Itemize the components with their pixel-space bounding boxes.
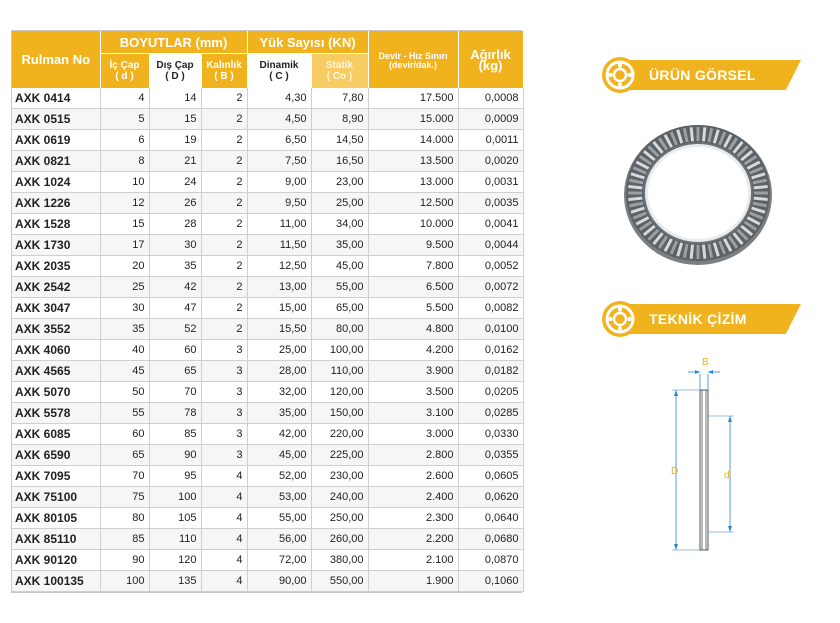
header-ic-cap xyxy=(100,54,149,89)
table-cell: 60 xyxy=(100,424,149,445)
header-devir-line2: (devir/dak.) xyxy=(388,59,437,70)
table-cell: 4.800 xyxy=(368,319,458,340)
table-cell: 2 xyxy=(201,88,247,109)
table-cell: 110,00 xyxy=(311,361,368,382)
cell-bearing-no: AXK 90120 xyxy=(12,550,100,571)
table-cell: 16,50 xyxy=(311,151,368,172)
table-cell: 85 xyxy=(149,424,201,445)
table-cell: 90,00 xyxy=(247,571,311,592)
table-cell: 2 xyxy=(201,109,247,130)
needle-roller xyxy=(754,187,768,188)
header-ic-cap-symbol: ( d ) xyxy=(115,71,134,82)
table-cell: 30 xyxy=(149,235,201,256)
table-cell: 2.400 xyxy=(368,487,458,508)
table-cell: 35,00 xyxy=(311,235,368,256)
table-row xyxy=(12,277,523,298)
table-cell: 3 xyxy=(201,382,247,403)
header-statik-symbol: ( Co ) xyxy=(326,71,353,82)
table-cell: 10 xyxy=(100,172,149,193)
table-cell: 6 xyxy=(100,130,149,151)
table-cell: 13.000 xyxy=(368,172,458,193)
cell-bearing-no: AXK 0821 xyxy=(12,151,100,172)
cell-bearing-no: AXK 3552 xyxy=(12,319,100,340)
header-agirlik-line2: (kg) xyxy=(478,57,503,73)
product-photo-thrust-bearing xyxy=(622,117,774,269)
table-cell: 4.200 xyxy=(368,340,458,361)
table-cell: 14.000 xyxy=(368,130,458,151)
cell-bearing-no: AXK 6085 xyxy=(12,424,100,445)
table-cell: 35 xyxy=(100,319,149,340)
spec-table xyxy=(12,31,524,592)
bearing-icon xyxy=(601,300,639,338)
table-cell: 42 xyxy=(149,277,201,298)
table-cell: 42,00 xyxy=(247,424,311,445)
section-title-technical-drawing: TEKNİK ÇİZİM xyxy=(649,311,747,327)
table-cell: 56,00 xyxy=(247,529,311,550)
header-dis-cap-symbol: ( D ) xyxy=(165,71,185,82)
table-cell: 0,0620 xyxy=(458,487,523,508)
cell-bearing-no: AXK 2035 xyxy=(12,256,100,277)
header-ic-cap-label: İç Çap xyxy=(109,60,140,71)
table-cell: 90 xyxy=(149,445,201,466)
table-cell: 120 xyxy=(149,550,201,571)
table-row xyxy=(12,529,523,550)
table-cell: 2.100 xyxy=(368,550,458,571)
table-row xyxy=(12,487,523,508)
cell-bearing-no: AXK 0619 xyxy=(12,130,100,151)
table-cell: 4 xyxy=(201,529,247,550)
table-cell: 8 xyxy=(100,151,149,172)
table-cell: 250,00 xyxy=(311,508,368,529)
table-cell: 53,00 xyxy=(247,487,311,508)
table-cell: 0,0640 xyxy=(458,508,523,529)
header-dinamik-symbol: ( C ) xyxy=(269,71,289,82)
cell-bearing-no: AXK 85110 xyxy=(12,529,100,550)
table-cell: 80,00 xyxy=(311,319,368,340)
cell-bearing-no: AXK 2542 xyxy=(12,277,100,298)
table-cell: 225,00 xyxy=(311,445,368,466)
needle-roller xyxy=(628,187,642,188)
table-row xyxy=(12,445,523,466)
cell-bearing-no: AXK 7095 xyxy=(12,466,100,487)
table-cell: 50 xyxy=(100,382,149,403)
table-cell: 55 xyxy=(100,403,149,424)
drawing-label-D: D xyxy=(671,466,679,477)
table-cell: 17.500 xyxy=(368,88,458,109)
header-kalinlik xyxy=(201,54,247,89)
cell-bearing-no: AXK 1528 xyxy=(12,214,100,235)
table-row xyxy=(12,361,523,382)
section-header-technical-drawing xyxy=(601,304,801,334)
technical-drawing xyxy=(662,352,752,574)
table-cell: 0,0680 xyxy=(458,529,523,550)
cell-bearing-no: AXK 6590 xyxy=(12,445,100,466)
table-cell: 17 xyxy=(100,235,149,256)
drawing-washer xyxy=(700,390,708,550)
table-cell: 1.900 xyxy=(368,571,458,592)
table-cell: 28,00 xyxy=(247,361,311,382)
table-cell: 2 xyxy=(201,214,247,235)
table-cell: 45 xyxy=(100,361,149,382)
cell-bearing-no: AXK 4060 xyxy=(12,340,100,361)
table-cell: 75 xyxy=(100,487,149,508)
header-kalinlik-symbol: ( B ) xyxy=(214,71,234,82)
section-header-product-image xyxy=(601,60,801,90)
table-cell: 4 xyxy=(201,550,247,571)
table-row xyxy=(12,130,523,151)
table-cell: 260,00 xyxy=(311,529,368,550)
table-cell: 7,50 xyxy=(247,151,311,172)
table-cell: 3.000 xyxy=(368,424,458,445)
table-cell: 2.800 xyxy=(368,445,458,466)
header-devir xyxy=(368,31,458,88)
table-row xyxy=(12,235,523,256)
table-cell: 5.500 xyxy=(368,298,458,319)
table-cell: 105 xyxy=(149,508,201,529)
table-cell: 0,0205 xyxy=(458,382,523,403)
table-cell: 70 xyxy=(100,466,149,487)
table-cell: 60 xyxy=(149,340,201,361)
table-cell: 550,00 xyxy=(311,571,368,592)
table-cell: 220,00 xyxy=(311,424,368,445)
table-cell: 240,00 xyxy=(311,487,368,508)
table-cell: 65,00 xyxy=(311,298,368,319)
table-row xyxy=(12,424,523,445)
header-dis-cap-label: Dış Çap xyxy=(156,60,194,71)
table-row xyxy=(12,109,523,130)
table-cell: 3 xyxy=(201,424,247,445)
header-dis-cap xyxy=(149,54,201,89)
header-dinamik xyxy=(247,54,311,89)
table-cell: 3 xyxy=(201,361,247,382)
table-cell: 90 xyxy=(100,550,149,571)
table-cell: 26 xyxy=(149,193,201,214)
table-cell: 100 xyxy=(149,487,201,508)
table-row xyxy=(12,571,523,592)
header-yuk-sayisi: Yük Sayısı (KN) xyxy=(247,31,368,54)
table-cell: 4 xyxy=(201,508,247,529)
table-row xyxy=(12,88,523,109)
table-cell: 0,0100 xyxy=(458,319,523,340)
table-cell: 3.500 xyxy=(368,382,458,403)
table-row xyxy=(12,550,523,571)
table-cell: 2.300 xyxy=(368,508,458,529)
table-row xyxy=(12,382,523,403)
table-cell: 230,00 xyxy=(311,466,368,487)
table-cell: 14 xyxy=(149,88,201,109)
table-cell: 4 xyxy=(201,487,247,508)
table-cell: 24 xyxy=(149,172,201,193)
table-row xyxy=(12,508,523,529)
header-rulman-no-label: Rulman No xyxy=(21,52,91,67)
spec-table-container xyxy=(11,30,522,593)
table-cell: 23,00 xyxy=(311,172,368,193)
table-cell: 150,00 xyxy=(311,403,368,424)
table-row xyxy=(12,151,523,172)
table-cell: 65 xyxy=(149,361,201,382)
table-cell: 2 xyxy=(201,298,247,319)
table-cell: 0,0870 xyxy=(458,550,523,571)
drawing-label-B: B xyxy=(702,357,709,368)
cell-bearing-no: AXK 4565 xyxy=(12,361,100,382)
table-cell: 11,00 xyxy=(247,214,311,235)
header-dinamik-label: Dinamik xyxy=(259,60,299,71)
table-row xyxy=(12,298,523,319)
table-cell: 35 xyxy=(149,256,201,277)
table-cell: 5 xyxy=(100,109,149,130)
cell-bearing-no: AXK 0515 xyxy=(12,109,100,130)
table-cell: 34,00 xyxy=(311,214,368,235)
table-cell: 4 xyxy=(201,571,247,592)
table-cell: 10.000 xyxy=(368,214,458,235)
table-cell: 15 xyxy=(149,109,201,130)
needle-roller xyxy=(691,127,692,141)
needle-roller xyxy=(628,198,642,199)
table-cell: 2 xyxy=(201,256,247,277)
table-cell: 72,00 xyxy=(247,550,311,571)
table-row xyxy=(12,340,523,361)
table-cell: 3 xyxy=(201,403,247,424)
table-row xyxy=(12,193,523,214)
cell-bearing-no: AXK 0414 xyxy=(12,88,100,109)
table-cell: 3 xyxy=(201,340,247,361)
table-cell: 0,0052 xyxy=(458,256,523,277)
header-agirlik-line1: Ağırlık xyxy=(470,46,511,62)
table-cell: 13.500 xyxy=(368,151,458,172)
table-cell: 120,00 xyxy=(311,382,368,403)
spec-table-body xyxy=(12,88,523,592)
table-cell: 0,0011 xyxy=(458,130,523,151)
table-cell: 110 xyxy=(149,529,201,550)
table-cell: 8,90 xyxy=(311,109,368,130)
table-cell: 12 xyxy=(100,193,149,214)
table-cell: 4 xyxy=(201,466,247,487)
table-cell: 100,00 xyxy=(311,340,368,361)
needle-roller xyxy=(703,127,704,141)
table-cell: 25,00 xyxy=(311,193,368,214)
cell-bearing-no: AXK 3047 xyxy=(12,298,100,319)
table-cell: 52 xyxy=(149,319,201,340)
table-cell: 380,00 xyxy=(311,550,368,571)
table-cell: 9,00 xyxy=(247,172,311,193)
table-cell: 30 xyxy=(100,298,149,319)
table-cell: 32,00 xyxy=(247,382,311,403)
table-cell: 9.500 xyxy=(368,235,458,256)
table-cell: 6.500 xyxy=(368,277,458,298)
header-kalinlik-label: Kalınlık xyxy=(206,60,242,71)
table-cell: 4,50 xyxy=(247,109,311,130)
table-cell: 0,1060 xyxy=(458,571,523,592)
table-row xyxy=(12,214,523,235)
table-cell: 0,0008 xyxy=(458,88,523,109)
table-cell: 0,0020 xyxy=(458,151,523,172)
table-cell: 11,50 xyxy=(247,235,311,256)
table-cell: 7.800 xyxy=(368,256,458,277)
cell-bearing-no: AXK 100135 xyxy=(12,571,100,592)
needle-roller xyxy=(754,198,768,199)
table-cell: 0,0031 xyxy=(458,172,523,193)
table-row xyxy=(12,466,523,487)
needle-roller xyxy=(691,245,692,259)
table-cell: 45,00 xyxy=(247,445,311,466)
table-cell: 15.000 xyxy=(368,109,458,130)
table-cell: 7,80 xyxy=(311,88,368,109)
table-cell: 3.900 xyxy=(368,361,458,382)
table-cell: 3.100 xyxy=(368,403,458,424)
table-cell: 2 xyxy=(201,193,247,214)
table-cell: 35,00 xyxy=(247,403,311,424)
table-cell: 0,0605 xyxy=(458,466,523,487)
table-cell: 3 xyxy=(201,445,247,466)
table-cell: 0,0072 xyxy=(458,277,523,298)
table-cell: 55,00 xyxy=(311,277,368,298)
cell-bearing-no: AXK 1730 xyxy=(12,235,100,256)
header-agirlik xyxy=(458,31,523,88)
table-row xyxy=(12,172,523,193)
table-cell: 6,50 xyxy=(247,130,311,151)
table-cell: 2 xyxy=(201,319,247,340)
table-cell: 21 xyxy=(149,151,201,172)
table-cell: 0,0082 xyxy=(458,298,523,319)
table-cell: 0,0041 xyxy=(458,214,523,235)
table-cell: 4,30 xyxy=(247,88,311,109)
table-cell: 0,0182 xyxy=(458,361,523,382)
table-cell: 65 xyxy=(100,445,149,466)
cell-bearing-no: AXK 5070 xyxy=(12,382,100,403)
cell-bearing-no: AXK 1226 xyxy=(12,193,100,214)
table-cell: 0,0035 xyxy=(458,193,523,214)
table-cell: 0,0162 xyxy=(458,340,523,361)
table-cell: 14,50 xyxy=(311,130,368,151)
table-cell: 135 xyxy=(149,571,201,592)
table-cell: 0,0285 xyxy=(458,403,523,424)
table-cell: 95 xyxy=(149,466,201,487)
cell-bearing-no: AXK 75100 xyxy=(12,487,100,508)
header-devir-line1: Devir - Hız Sınırı xyxy=(378,50,448,61)
table-cell: 15 xyxy=(100,214,149,235)
drawing-label-d: d xyxy=(724,470,730,481)
table-cell: 55,00 xyxy=(247,508,311,529)
section-title-product-image: ÜRÜN GÖRSEL xyxy=(649,67,756,83)
table-cell: 9,50 xyxy=(247,193,311,214)
table-cell: 47 xyxy=(149,298,201,319)
table-cell: 12.500 xyxy=(368,193,458,214)
header-statik-label: Statik xyxy=(325,60,354,71)
table-cell: 25,00 xyxy=(247,340,311,361)
table-cell: 13,00 xyxy=(247,277,311,298)
table-cell: 85 xyxy=(100,529,149,550)
table-cell: 15,00 xyxy=(247,298,311,319)
table-cell: 45,00 xyxy=(311,256,368,277)
table-cell: 0,0009 xyxy=(458,109,523,130)
table-cell: 40 xyxy=(100,340,149,361)
table-cell: 15,50 xyxy=(247,319,311,340)
header-boyutlar: BOYUTLAR (mm) xyxy=(100,31,247,54)
table-cell: 2.200 xyxy=(368,529,458,550)
table-cell: 0,0355 xyxy=(458,445,523,466)
table-row xyxy=(12,319,523,340)
table-cell: 20 xyxy=(100,256,149,277)
table-cell: 2 xyxy=(201,151,247,172)
table-cell: 19 xyxy=(149,130,201,151)
table-cell: 100 xyxy=(100,571,149,592)
table-cell: 2 xyxy=(201,277,247,298)
cell-bearing-no: AXK 80105 xyxy=(12,508,100,529)
bearing-icon xyxy=(601,56,639,94)
table-cell: 0,0330 xyxy=(458,424,523,445)
header-statik xyxy=(311,54,368,89)
header-rulman-no xyxy=(12,31,100,88)
cell-bearing-no: AXK 5578 xyxy=(12,403,100,424)
table-row xyxy=(12,403,523,424)
table-cell: 0,0044 xyxy=(458,235,523,256)
table-cell: 2 xyxy=(201,235,247,256)
table-cell: 4 xyxy=(100,88,149,109)
table-cell: 28 xyxy=(149,214,201,235)
table-cell: 52,00 xyxy=(247,466,311,487)
table-cell: 12,50 xyxy=(247,256,311,277)
table-cell: 2 xyxy=(201,130,247,151)
table-row xyxy=(12,256,523,277)
table-cell: 80 xyxy=(100,508,149,529)
table-cell: 25 xyxy=(100,277,149,298)
table-cell: 2 xyxy=(201,172,247,193)
table-cell: 2.600 xyxy=(368,466,458,487)
cell-bearing-no: AXK 1024 xyxy=(12,172,100,193)
table-cell: 70 xyxy=(149,382,201,403)
table-cell: 78 xyxy=(149,403,201,424)
needle-roller xyxy=(703,245,704,259)
